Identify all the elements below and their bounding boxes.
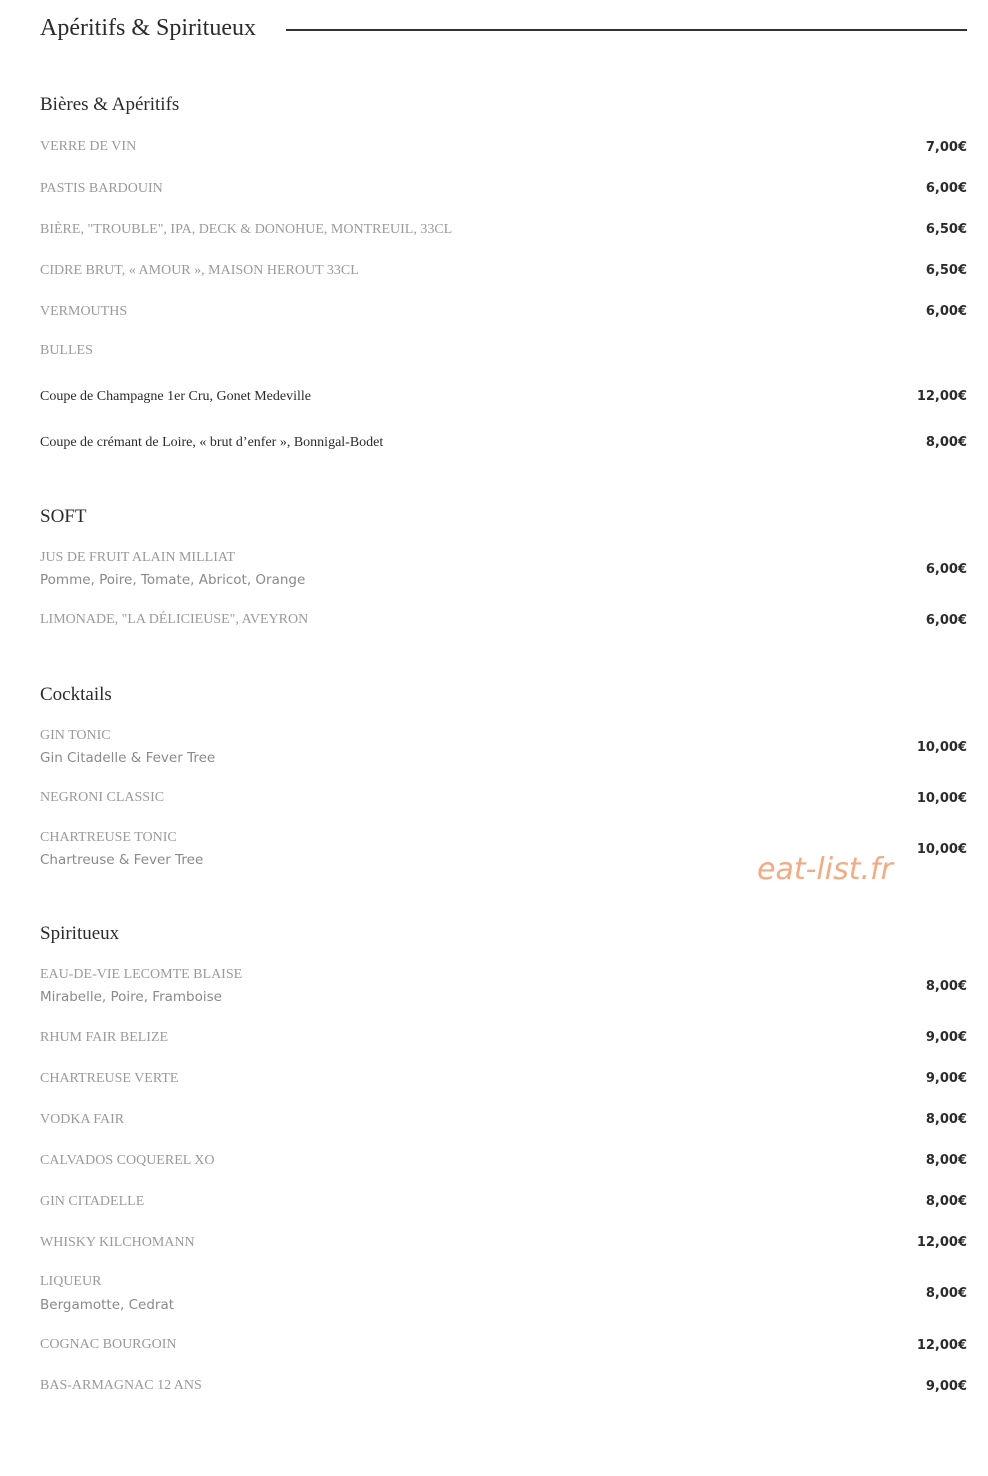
item-price: 6,50€: [925, 222, 967, 237]
item-name: GIN CITADELLE: [40, 1194, 145, 1209]
item-price: 7,00€: [925, 140, 967, 155]
header-divider: [286, 29, 967, 31]
item-name: WHISKY KILCHOMANN: [40, 1235, 195, 1250]
section-title-bieres-aperitifs: Bières & Apéritifs: [40, 94, 180, 115]
item-price: 9,00€: [925, 1030, 967, 1045]
page-header: [40, 12, 967, 44]
item-price: 8,00€: [925, 1153, 967, 1168]
item-description: Bergamotte, Cedrat: [40, 1297, 175, 1313]
item-price: 6,00€: [925, 181, 967, 196]
item-name: VERRE DE VIN: [40, 139, 137, 154]
item-price: 6,00€: [925, 304, 967, 319]
item-price: 8,00€: [925, 979, 967, 994]
item-price: 12,00€: [916, 1338, 967, 1353]
item-name: LIQUEUR: [40, 1274, 102, 1289]
item-description: Chartreuse & Fever Tree: [40, 852, 204, 868]
item-price: 8,00€: [925, 1194, 967, 1209]
item-name: PASTIS BARDOUIN: [40, 181, 163, 196]
item-name: CHARTREUSE VERTE: [40, 1071, 179, 1086]
section-title-spiritueux: Spiritueux: [40, 923, 120, 944]
item-name: EAU-DE-VIE LECOMTE BLAISE: [40, 967, 243, 982]
item-price: 12,00€: [916, 389, 967, 404]
item-name: JUS DE FRUIT ALAIN MILLIAT: [40, 550, 235, 565]
item-price: 8,00€: [925, 1112, 967, 1127]
item-name: Coupe de Champagne 1er Cru, Gonet Medeville: [40, 389, 311, 404]
item-price: 10,00€: [916, 842, 967, 857]
item-name: CALVADOS COQUEREL XO: [40, 1153, 215, 1168]
item-name: CIDRE BRUT, « AMOUR », MAISON HEROUT 33CL: [40, 263, 359, 278]
item-name: VERMOUTHS: [40, 304, 128, 319]
page-title: Apéritifs & Spiritueux: [40, 14, 256, 41]
item-price: 8,00€: [925, 435, 967, 450]
section-title-soft: SOFT: [40, 506, 87, 527]
item-price: 10,00€: [916, 791, 967, 806]
item-name: GIN TONIC: [40, 728, 111, 743]
item-description: Pomme, Poire, Tomate, Abricot, Orange: [40, 572, 306, 588]
item-price: 9,00€: [925, 1071, 967, 1086]
item-price: 12,00€: [916, 1235, 967, 1250]
watermark: eat-list.fr: [757, 852, 893, 887]
item-price: 10,00€: [916, 740, 967, 755]
item-name: CHARTREUSE TONIC: [40, 830, 177, 845]
item-name: RHUM FAIR BELIZE: [40, 1030, 169, 1045]
item-subheading: BULLES: [40, 343, 93, 358]
item-price: 6,50€: [925, 263, 967, 278]
item-name: COGNAC BOURGOIN: [40, 1337, 177, 1352]
item-price: 6,00€: [925, 613, 967, 628]
section-title-cocktails: Cocktails: [40, 684, 112, 705]
item-name: BIÈRE, "TROUBLE", IPA, DECK & DONOHUE, MONTREUIL, 33CL: [40, 222, 453, 237]
item-price: 9,00€: [925, 1379, 967, 1394]
item-name: BAS-ARMAGNAC 12 ANS: [40, 1378, 202, 1393]
item-name: LIMONADE, "LA DÉLICIEUSE", AVEYRON: [40, 612, 309, 627]
item-name: NEGRONI CLASSIC: [40, 790, 165, 805]
item-name: Coupe de crémant de Loire, « brut d’enfer », Bonnigal-Bodet: [40, 435, 384, 450]
item-price: 6,00€: [925, 562, 967, 577]
item-name: VODKA FAIR: [40, 1112, 125, 1127]
item-description: Mirabelle, Poire, Framboise: [40, 989, 222, 1005]
item-description: Gin Citadelle & Fever Tree: [40, 750, 216, 766]
item-price: 8,00€: [925, 1286, 967, 1301]
